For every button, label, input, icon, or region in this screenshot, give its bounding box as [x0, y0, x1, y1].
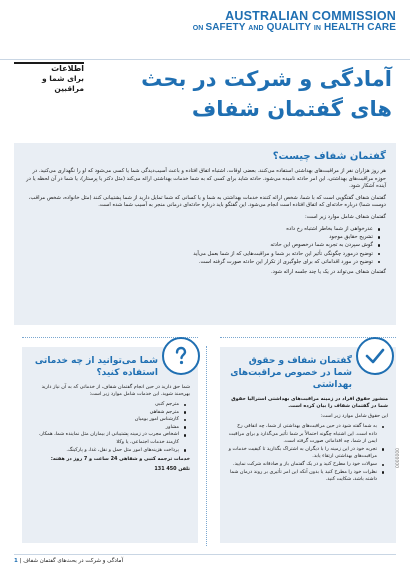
list-item: مترجم شفاهی	[30, 409, 186, 417]
intro-closing: گفتمان شفاف می‌تواند در یک یا چند جلسه ارائه شود.	[270, 269, 386, 276]
list-item: پرداخت هزینه‌های امور مثل حمل و نقل، غذا، و پارکینگ.	[30, 447, 186, 455]
list-item: گوش سپردن به تجربه شما درخصوص این حادثه	[24, 241, 380, 249]
services-list	[30, 401, 186, 454]
logo-line-1: AUSTRALIAN COMMISSION	[225, 9, 396, 23]
audience-heading: اطلاعات	[51, 64, 84, 73]
intro-heading: گفتمان شفاف چیست؟	[272, 151, 386, 162]
rights-list-intro: این حقوق شامل موارد زیر است:	[320, 413, 388, 419]
rights-lead: منشور حقوق افراد در زمینه مراقبت‌های بهداشتی استرالیا حقوق شما در گفتمان شفاف را بیان کرده است.	[231, 396, 388, 409]
checkmark-badge-icon	[356, 337, 394, 375]
card-divider	[206, 346, 207, 546]
intro-list	[24, 225, 380, 266]
list-item: سوالات خود را مطرح کنید و در یک گفتمان باز و صادقانه شرکت نمایید.	[228, 461, 384, 469]
interpreter-phone[interactable]: تلفن 450 131	[154, 466, 190, 473]
header-divider	[0, 59, 410, 60]
intro-paragraph-1: هر روز هزاران نفر از مراقبت‌های بهداشتی استفاده می‌کنند. بعضی اوقات، اشتباه اتفاق افتاده و باعث آسیب‌دیدگی شما یا کسی می‌شود که او را نگهداری می‌کنید. در حوزه مراقبت‌های بهداشتی، این امر حادثه نامیده می‌شود. حادثه شاید برای کسی که به شما خدمات بهداشتی ارائه می‌کند (مثل دکتر یا پرستار)، یا شما در آن لحظه یا در آینده آشکار شود.	[26, 168, 386, 189]
list-item: عذرخواهی از شما بخاطر اشتباه رخ داده	[24, 225, 380, 233]
title-line-2: های گفتمان شفاف	[191, 97, 392, 121]
list-item: به شما گفته شود در حین مراقبت‌های بهداشتی از شما، چه اتفاقی رخ داده است. این اشتباه چگونه احتمالاً بر شما تأثیر می‌گذارد و برای مراقبت ایمن از شما، چه اقداماتی صورت گرفته است.	[228, 423, 384, 446]
interpreter-line: خدمات ترجمه کتبی و شفاهی 24 ساعت و 7 روز در هفته:	[50, 456, 190, 463]
list-item: مشاور	[30, 424, 186, 432]
footer-text: آمادگی و شرکت در بحث‌های گفتمان شفاف	[23, 558, 123, 564]
list-item: اشخاص مجرب در زمینه پشتیبانی از بیماران مثل نماینده شما، همکار، کارمند خدمات اجتماعی، یا وکلا	[30, 431, 186, 446]
list-item: توضیح در مورد اقداماتی که برای جلوگیری از تکرار این حادثه صورت گرفته است.	[24, 258, 380, 266]
audience-label	[14, 64, 84, 94]
logo-line-2: ON SAFETY AND QUALITY IN HEALTH CARE	[192, 22, 396, 33]
footer-divider	[14, 554, 396, 555]
services-card	[22, 347, 198, 543]
list-item: کارشناس امور بومیان	[30, 416, 186, 424]
page-number: 1	[14, 558, 18, 564]
list-item: توضیح درمورد چگونگی تأثیر این حادثه بر شما و مراقبت‌هایی که از شما بعمل می‌آید	[24, 250, 380, 258]
audience-line-3: مراقبین	[54, 84, 84, 93]
intro-paragraph-2: گفتمان شفاف گفتگویی است که با شما، شخص ارائه کننده خدمات بهداشتی به شما و یا کسانی که شما تمایل دارید از شما پشتیبانی کنند (مثل خانواده، شخص مراقب، دوست شما) درباره حادثه‌ای که اتفاق افتاده است انجام می‌شود. این گفتگو باید درباره حادثه‌ای درمانی منجر به آسیب شما شده است.	[28, 194, 386, 208]
list-item: تشریح حقایق موجود	[24, 233, 380, 241]
page-footer: آمادگی و شرکت در بحث‌های گفتمان شفاف | 1	[14, 558, 123, 564]
list-item: نظرات خود را مطرح کنید یا بدون آنکه این امر تأثیری بر روند درمان شما داشته باشد، شکایت کنید.	[228, 469, 384, 484]
title-line-1: آمادگی و شرکت در بحث	[141, 67, 392, 91]
document-code: 0000000	[396, 447, 401, 468]
card-top-rule-left	[22, 337, 198, 338]
list-item: تجربه خود در این زمینه را با دیگران به اشتراک بگذارید تا کیفیت خدمات و مراقبت‌های بهداشتی ارتقاء یابد.	[228, 446, 384, 461]
services-paragraph: شما حق دارید در حین انجام گفتمان شفاف، از خدماتی که به آن نیاز دارید بهره‌مند شوید. این خدمات شامل موارد زیر است:	[41, 384, 190, 397]
rights-card	[220, 347, 396, 543]
rights-list	[228, 423, 384, 484]
rights-heading: گفتمان شفاف و حقوق شما در خصوص مراقبت‌های بهداشتی	[230, 356, 352, 390]
intro-list-intro: گفتمان شفاف شامل موارد زیر است:	[304, 213, 386, 220]
intro-panel	[14, 143, 396, 325]
services-heading: شما می‌توانید از چه خدماتی استفاده کنید؟	[34, 356, 158, 378]
question-mark-badge-icon	[162, 337, 200, 375]
commission-logo	[136, 10, 396, 35]
page-title	[112, 64, 392, 124]
audience-line-2: برای شما و	[41, 74, 84, 83]
list-item: مترجم کتبی	[30, 401, 186, 409]
